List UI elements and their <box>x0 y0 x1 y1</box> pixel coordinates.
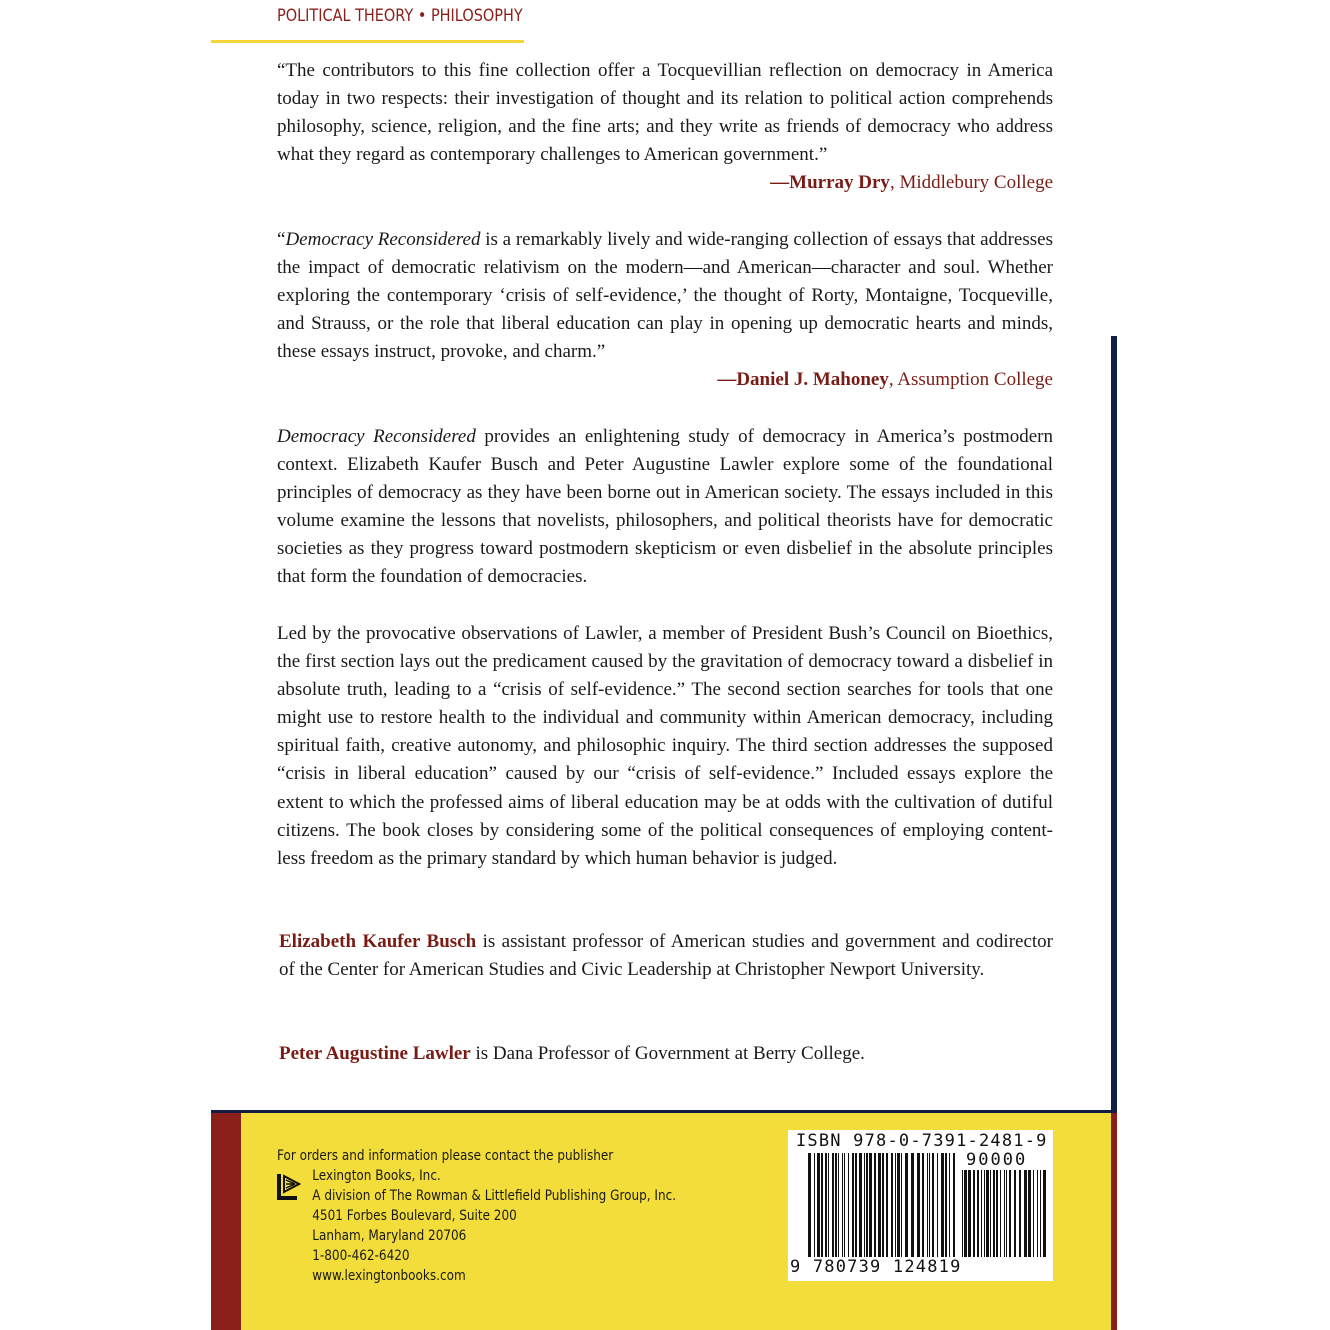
publisher-city: Lanham, Maryland 20706 <box>312 1228 467 1244</box>
description-book-title: Democracy Reconsidered <box>277 426 476 447</box>
footer-right-stripe <box>1111 1113 1117 1330</box>
quote-open-mark: “ <box>277 229 286 250</box>
description-paragraph-2 <box>277 620 1053 873</box>
author-bio-1 <box>279 928 1053 984</box>
publisher-division: A division of The Rowman & Littlefield Publishing Group, Inc. <box>312 1188 677 1204</box>
description-paragraph-1-text: provides an enlightening study of democracy in America’s postmodern context. Elizabeth Kaufer Busch and Peter Augustine Lawler explore some of the foundational principles of democracy as they have been borne out in American society. The essays included in this volume examine the lessons that novelists, philosophers, and political theorists have for democratic societies as they progress toward postmodern skepticism or even disbelief in the absolute principles that form the foundation of democracies. <box>277 426 1053 588</box>
barcode-number: 9 780739 124819 <box>790 1257 962 1277</box>
publisher-phone: 1-800-462-6420 <box>312 1248 410 1264</box>
attribution-dash: — <box>717 369 737 390</box>
footer-left-stripe <box>211 1113 241 1330</box>
praise-author-1: Murray Dry <box>789 172 890 193</box>
isbn-text: ISBN 978-0-7391-2481-9 <box>796 1131 1048 1151</box>
publisher-website[interactable]: www.lexingtonbooks.com <box>312 1268 466 1284</box>
praise-author-2: Daniel J. Mahoney <box>736 369 889 390</box>
publisher-street: 4501 Forbes Boulevard, Suite 200 <box>312 1208 517 1224</box>
footer-top-rule <box>211 1110 1117 1113</box>
navy-side-bar <box>1111 336 1117 1121</box>
author-bio-2-text: is Dana Professor of Government at Berry College. <box>470 1043 865 1064</box>
praise-quote-2-book-title: Democracy Reconsidered <box>285 229 481 250</box>
praise-affiliation-2: , Assumption College <box>888 369 1053 390</box>
contact-intro: For orders and information please contact the publisher <box>277 1148 614 1164</box>
publisher-contact <box>277 1146 676 1286</box>
attribution-dash: — <box>770 172 790 193</box>
description-paragraph-1 <box>277 423 1053 592</box>
publisher-logo-icon <box>277 1172 301 1200</box>
praise-attribution-1 <box>277 169 1053 197</box>
praise-quote-2 <box>277 226 1053 366</box>
author-name-2: Peter Augustine Lawler <box>279 1043 471 1064</box>
author-bio-1-text: is assistant professor of American studies and government and codirector of the Center for American Studies and Civic Leadership at Christopher Newport University. <box>279 931 1053 981</box>
praise-quote-2-text: is a remarkably lively and wide-ranging collection of essays that addresses the impact of democratic relativism on the modern—and American—character and soul. Whether exploring the contemporary ‘crisis of self-evidence,’ the thought of Rorty, Montaigne, Tocqueville, and Strauss, or the role that liberal education can play in opening up democratic hearts and minds, these essays instruct, provoke, and charm.” <box>277 229 1053 363</box>
barcode-icon <box>808 1153 956 1257</box>
category-rule <box>211 40 524 43</box>
description-paragraph-2-text: Led by the provocative observations of Lawler, a member of President Bush’s Council on Bioethics, the first section lays out the predicament caused by the gravitation of democracy toward a disbelief in absolute truth, leading to a “crisis of self-evidence.” The second section searches for tools that one might use to restore health to the individual and community within American democracy, including spiritual faith, creative autonomy, and philosophic inquiry. The third section addresses the supposed “crisis in liberal education” caused by our “crisis of self-evidence.” Included essays explore the extent to which the professed aims of liberal education may be at odds with the cultivation of dutiful citizens. The book closes by considering some of the political consequences of employing content-less freedom as the primary standard by which human behavior is judged. <box>277 623 1053 869</box>
praise-affiliation-1: , Middlebury College <box>889 172 1053 193</box>
price-code: 90000 <box>966 1150 1028 1170</box>
price-barcode-icon <box>962 1170 1048 1257</box>
praise-quote-1-text: “The contributors to this fine collection offer a Tocquevillian reflection on democracy in America today in two respects: their investigation of thought and its relation to political action comprehends philosophy, science, religion, and the fine arts; and they write as friends of democracy who address what they regard as contemporary challenges to American government.” <box>277 60 1053 166</box>
publisher-name: Lexington Books, Inc. <box>312 1168 441 1184</box>
praise-quote-1 <box>277 57 1053 169</box>
praise-attribution-2 <box>277 366 1053 394</box>
author-bio-2 <box>279 1040 1053 1068</box>
category-label: POLITICAL THEORY • PHILOSOPHY <box>277 6 523 26</box>
author-name-1: Elizabeth Kaufer Busch <box>279 931 477 952</box>
